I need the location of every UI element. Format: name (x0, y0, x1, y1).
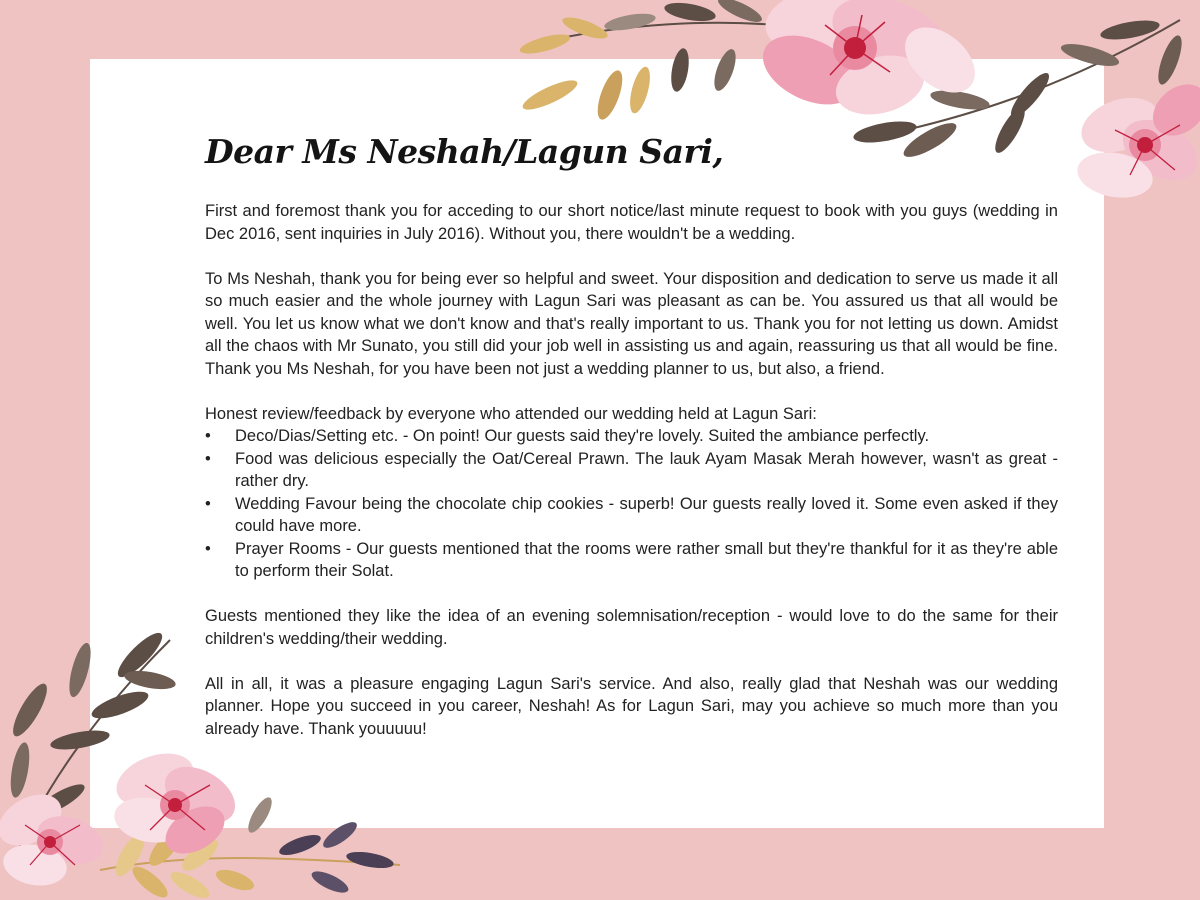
list-item (205, 493, 1058, 538)
review-text: Wedding Favour being the chocolate chip cookies - superb! Our guests really loved it. Some even asked if they could have more. (235, 494, 1058, 535)
list-item (205, 538, 1058, 583)
bullet-icon: • (205, 427, 211, 445)
flower-icon (1074, 74, 1200, 203)
review-list (205, 425, 1058, 583)
paragraph-thanks-neshah: To Ms Neshah, thank you for being ever so helpful and sweet. Your disposition and dedication to serve us made it all so much easier and the whole journey with Lagun Sari was pleasant as can be. You assured us that all would be well. You let us know what we don't know and that's really important to us. Thank you for not letting us down. Amidst all the chaos with Mr Sunato, you still did your job well in assisting us and again, reassuring us that all would be fine. Thank you Ms Neshah, for you have been not just a wedding planner to us, but also, a friend. (205, 269, 1058, 378)
review-text: Prayer Rooms - Our guests mentioned that the rooms were rather small but they're thankful for it as they're able to perform their Solat. (235, 539, 1058, 580)
bullet-icon: • (205, 539, 211, 558)
review-text: Deco/Dias/Setting etc. - On point! Our guests said they're lovely. Suited the ambiance perfectly. (235, 427, 930, 445)
bullet-icon: • (205, 494, 211, 513)
list-item (205, 448, 1058, 493)
paragraph-guests: Guests mentioned they like the idea of an evening solemnisation/reception - would love to do the same for their children's wedding/their wedding. (205, 607, 1058, 648)
bullet-icon: • (205, 449, 211, 468)
list-item (205, 425, 1058, 448)
paragraph-intro: First and foremost thank you for acceding to our short notice/last minute request to book with you guys (wedding in Dec 2016, sent inquiries in July 2016). Without you, there wouldn't be a wedding. (205, 202, 1058, 243)
review-text: Food was delicious especially the Oat/Cereal Prawn. The lauk Ayam Masak Merah however, wasn't as great - rather dry. (235, 449, 1058, 490)
paragraph-closing: All in all, it was a pleasure engaging Lagun Sari's service. And also, really glad that Neshah was our wedding planner. Hope you succeed in you career, Neshah! As for Lagun Sari, may you achieve so much more than you already have. Thank youuuuu! (205, 674, 1058, 738)
paragraph-review-intro: Honest review/feedback by everyone who attended our wedding held at Lagun Sari: (205, 404, 817, 423)
letter-body (205, 132, 1058, 763)
flower-icon (0, 784, 109, 890)
letter-greeting: Dear Ms Neshah/Lagun Sari, (205, 132, 724, 171)
